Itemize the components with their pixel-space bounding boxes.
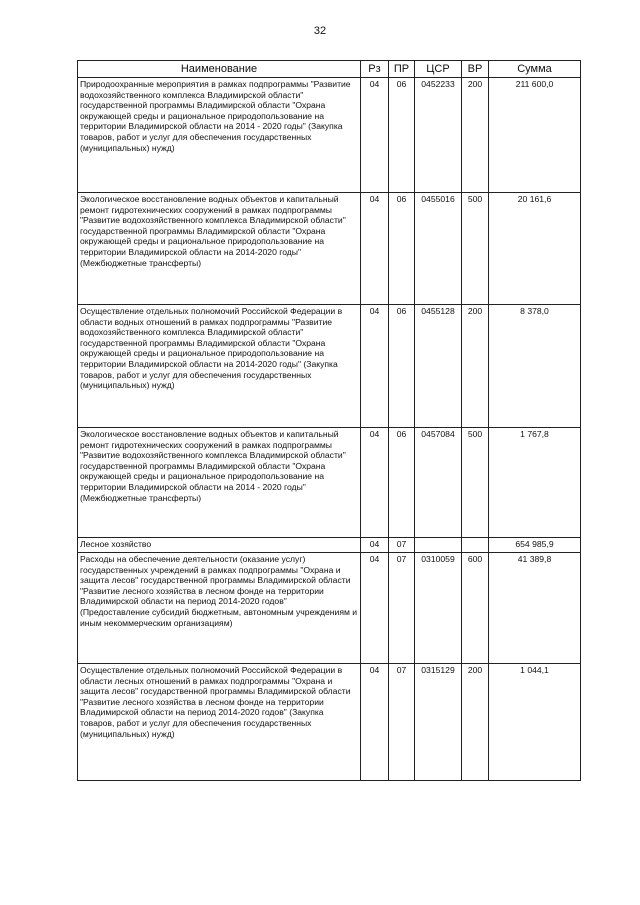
cell-sum: 41 389,8: [489, 553, 581, 664]
cell-sum: 1 767,8: [489, 428, 581, 538]
cell-rz: 04: [361, 428, 389, 538]
header-name: Наименование: [78, 61, 361, 78]
cell-name: Экологическое восстановление водных объектов и капитальный ремонт гидротехнических сооружений в рамках подпрограммы "Развитие водохозяйственного комплекса Владимирской области" государственной программы Владимирской области "Охрана окружающей среды и рациональное природопользование на территории Владимирской области на 2014-2020 годы" (Межбюджетные трансферты): [78, 193, 361, 305]
cell-sum: 654 985,9: [489, 538, 581, 553]
cell-rz: 04: [361, 553, 389, 664]
cell-vr: 200: [462, 305, 489, 428]
table-row: [78, 305, 581, 428]
cell-vr: [462, 538, 489, 553]
cell-rz: 04: [361, 664, 389, 781]
cell-sum: 211 600,0: [489, 78, 581, 193]
table-row: [78, 428, 581, 538]
cell-vr: 500: [462, 428, 489, 538]
cell-pr: 06: [389, 193, 415, 305]
page-number: 32: [313, 25, 327, 37]
cell-name: Экологическое восстановление водных объектов и капитальный ремонт гидротехнических сооружений в рамках подпрограммы "Развитие водохозяйственного комплекса Владимирской области" государственной программы Владимирской области "Охрана окружающей среды и рациональное природопользование на территории Владимирской области на 2014 - 2020 годы" (Межбюджетные трансферты): [78, 428, 361, 538]
cell-pr: 07: [389, 664, 415, 781]
header-sum: Сумма: [489, 61, 581, 78]
cell-sum: 1 044,1: [489, 664, 581, 781]
budget-table: [77, 60, 581, 781]
cell-rz: 04: [361, 305, 389, 428]
table-row: [78, 193, 581, 305]
cell-vr: 200: [462, 664, 489, 781]
table-row: [78, 78, 581, 193]
cell-csr: 0452233: [415, 78, 462, 193]
cell-csr: 0455016: [415, 193, 462, 305]
cell-pr: 07: [389, 553, 415, 664]
header-vr: ВР: [462, 61, 489, 78]
table-row: [78, 538, 581, 553]
cell-rz: 04: [361, 538, 389, 553]
cell-csr: 0315129: [415, 664, 462, 781]
cell-sum: 8 378,0: [489, 305, 581, 428]
header-rz: Рз: [361, 61, 389, 78]
cell-csr: 0457084: [415, 428, 462, 538]
cell-name: Осуществление отдельных полномочий Российской Федерации в области лесных отношений в рамках подпрограммы "Охрана и защита лесов" государственной программы Владимирской области "Развитие лесного хозяйства в лесном фонде на территории Владимирской области на период 2014-2020 годов" (Закупка товаров, работ и услуг для обеспечения государственных (муниципальных) нужд): [78, 664, 361, 781]
cell-csr: 0310059: [415, 553, 462, 664]
cell-name: Природоохранные мероприятия в рамках подпрограммы "Развитие водохозяйственного комплекса Владимирской области" государственной программы Владимирской области "Охрана окружающей среды и рациональное природопользование на территории Владимирской области на 2014 - 2020 годы" (Закупка товаров, работ и услуг для обеспечения государственных (муниципальных) нужд): [78, 78, 361, 193]
cell-vr: 200: [462, 78, 489, 193]
cell-pr: 07: [389, 538, 415, 553]
cell-pr: 06: [389, 78, 415, 193]
cell-name: Расходы на обеспечение деятельности (оказание услуг) государственных учреждений в рамках подпрограммы "Охрана и защита лесов" государственной программы Владимирской области "Развитие лесного хозяйства в лесном фонде на территории Владимирской области на период 2014-2020 годов" (Предоставление субсидий бюджетным, автономным учреждениям и иным некоммерческим организациям): [78, 553, 361, 664]
cell-pr: 06: [389, 305, 415, 428]
cell-vr: 600: [462, 553, 489, 664]
cell-pr: 06: [389, 428, 415, 538]
cell-sum: 20 161,6: [489, 193, 581, 305]
table-header-row: [78, 61, 581, 78]
cell-name: Лесное хозяйство: [78, 538, 361, 553]
cell-rz: 04: [361, 193, 389, 305]
cell-vr: 500: [462, 193, 489, 305]
header-pr: ПР: [389, 61, 415, 78]
table-row: [78, 553, 581, 664]
cell-csr: [415, 538, 462, 553]
cell-csr: 0455128: [415, 305, 462, 428]
table-row: [78, 664, 581, 781]
cell-name: Осуществление отдельных полномочий Российской Федерации в области водных отношений в рамках подпрограммы "Развитие водохозяйственного комплекса Владимирской области" государственной программы Владимирской области "Охрана окружающей среды и рациональное природопользование на территории Владимирской области на 2014-2020 годы" (Закупка товаров, работ и услуг для обеспечения государственных (муниципальных) нужд): [78, 305, 361, 428]
header-csr: ЦСР: [415, 61, 462, 78]
cell-rz: 04: [361, 78, 389, 193]
